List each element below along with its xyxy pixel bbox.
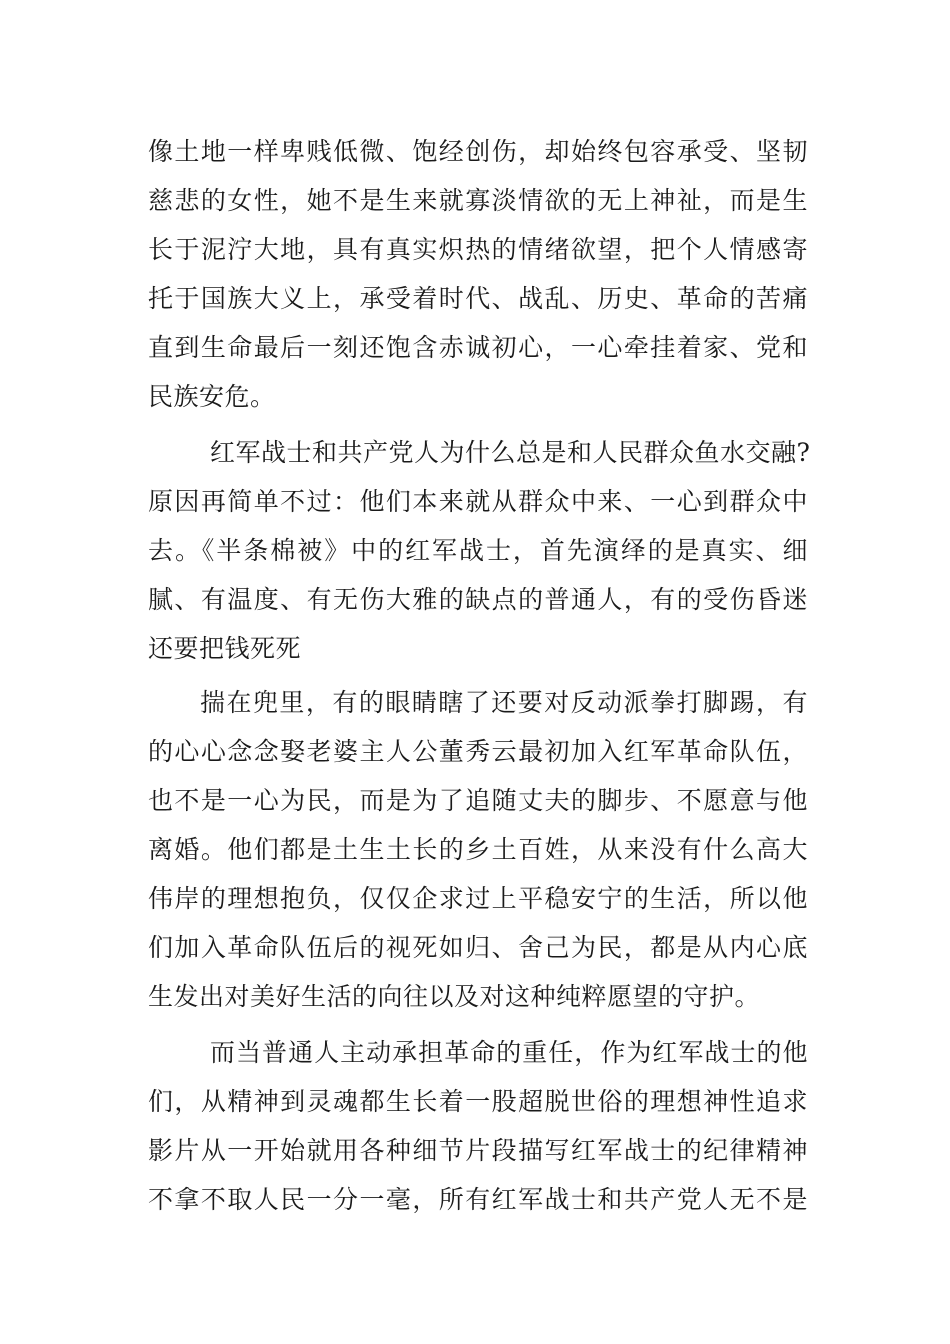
text-line: 不拿不取人民一分一毫，所有红军战士和共产党人无不是 [148,1185,808,1214]
text-line: 民族安危。 [148,382,276,411]
text-line: 腻、有温度、有无伤大雅的缺点的普通人，有的受伤昏迷 [148,585,808,614]
text-line: 们加入革命队伍后的视死如归、舍己为民，都是从内心底 [148,933,808,962]
text-line: 的心心念念娶老婆主人公董秀云最初加入红军革命队伍， [148,737,808,766]
text-line: 长于泥泞大地，具有真实炽热的情绪欲望，把个人情感寄 [148,235,808,264]
text-line: 慈悲的女性，她不是生来就寡淡情欲的无上神祉，而是生 [148,186,808,215]
text-line: 直到生命最后一刻还饱含赤诚初心，一心牵挂着家、党和 [148,333,808,362]
text-line: 原因再简单不过：他们本来就从群众中来、一心到群众中 [148,487,808,516]
text-line: 离婚。他们都是土生土长的乡土百姓，从来没有什么高大 [148,835,808,864]
text-line: 伟岸的理想抱负，仅仅企求过上平稳安宁的生活，所以他 [148,884,808,913]
text-line: 托于国族大义上，承受着时代、战乱、历史、革命的苦痛 [148,284,808,313]
text-line: 影片从一开始就用各种细节片段描写红军战士的纪律精神 [148,1136,808,1165]
text-line: 像土地一样卑贱低微、饱经创伤，却始终包容承受、坚韧 [148,137,808,166]
text-line: 也不是一心为民，而是为了追随丈夫的脚步、不愿意与他 [148,786,808,815]
text-line: 还要把钱死死 [148,634,302,663]
paragraph-first-line: 揣在兜里，有的眼睛瞎了还要对反动派拳打脚踢，有 [200,688,808,717]
paragraph-first-line: 而当普通人主动承担革命的重任，作为红军战士的他 [210,1038,808,1067]
text-line: 生发出对美好生活的向往以及对这种纯粹愿望的守护。 [148,982,761,1011]
paragraph-first-line: 红军战士和共产党人为什么总是和人民群众鱼水交融? [210,438,811,467]
text-line: 去。《半条棉被》中的红军战士，首先演绎的是真实、细 [148,536,808,565]
text-line: 们，从精神到灵魂都生长着一股超脱世俗的理想神性追求 [148,1087,808,1116]
